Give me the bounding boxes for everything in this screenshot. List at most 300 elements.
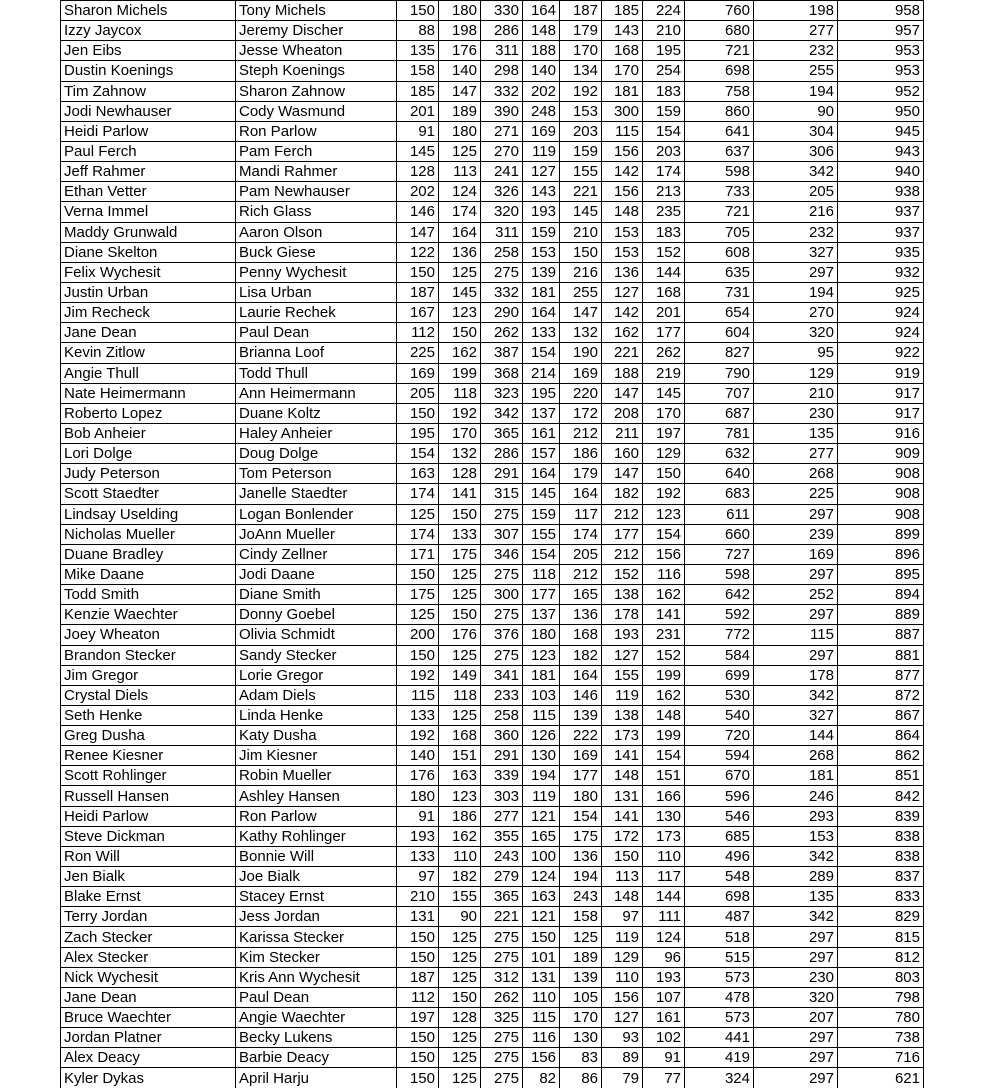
score-cell: 698 <box>685 61 754 81</box>
player-name-cell: Ethan Vetter <box>61 182 236 202</box>
score-cell: 140 <box>397 746 439 766</box>
table-row <box>61 685 924 705</box>
partner-name-cell: Angie Waechter <box>236 1008 397 1028</box>
score-cell: 300 <box>481 585 523 605</box>
score-cell: 159 <box>523 222 560 242</box>
player-name-cell: Lindsay Uselding <box>61 504 236 524</box>
score-cell: 212 <box>602 504 643 524</box>
score-cell: 160 <box>602 444 643 464</box>
score-cell: 164 <box>523 303 560 323</box>
score-cell: 163 <box>439 766 481 786</box>
table-row <box>61 343 924 363</box>
score-cell: 660 <box>685 524 754 544</box>
score-cell: 135 <box>754 887 838 907</box>
table-row <box>61 665 924 685</box>
table-row <box>61 867 924 887</box>
score-cell: 188 <box>523 41 560 61</box>
score-cell: 147 <box>560 303 602 323</box>
score-cell: 952 <box>838 81 924 101</box>
partner-name-cell: Jim Kiesner <box>236 746 397 766</box>
score-cell: 77 <box>643 1068 685 1088</box>
score-cell: 286 <box>481 21 523 41</box>
partner-name-cell: Jodi Daane <box>236 564 397 584</box>
score-cell: 311 <box>481 222 523 242</box>
score-cell: 925 <box>838 282 924 302</box>
player-name-cell: Greg Dusha <box>61 726 236 746</box>
score-cell: 119 <box>523 141 560 161</box>
partner-name-cell: Kim Stecker <box>236 947 397 967</box>
score-cell: 125 <box>439 927 481 947</box>
score-cell: 125 <box>397 504 439 524</box>
score-cell: 137 <box>523 403 560 423</box>
partner-name-cell: Adam Diels <box>236 685 397 705</box>
score-cell: 275 <box>481 927 523 947</box>
partner-name-cell: Diane Smith <box>236 585 397 605</box>
player-name-cell: Ron Will <box>61 846 236 866</box>
score-cell: 232 <box>754 41 838 61</box>
score-cell: 122 <box>397 242 439 262</box>
score-cell: 233 <box>481 685 523 705</box>
score-cell: 705 <box>685 222 754 242</box>
score-cell: 143 <box>602 21 643 41</box>
score-cell: 478 <box>685 987 754 1007</box>
score-cell: 320 <box>754 323 838 343</box>
score-cell: 132 <box>560 323 602 343</box>
score-cell: 169 <box>754 544 838 564</box>
score-cell: 262 <box>481 323 523 343</box>
score-cell: 140 <box>439 61 481 81</box>
score-cell: 195 <box>397 423 439 443</box>
score-cell: 121 <box>523 907 560 927</box>
score-cell: 225 <box>397 343 439 363</box>
score-cell: 327 <box>754 705 838 725</box>
score-cell: 115 <box>523 705 560 725</box>
table-row <box>61 1008 924 1028</box>
score-cell: 148 <box>602 202 643 222</box>
score-cell: 268 <box>754 746 838 766</box>
score-cell: 125 <box>439 585 481 605</box>
score-cell: 171 <box>397 544 439 564</box>
player-name-cell: Crystal Diels <box>61 685 236 705</box>
score-cell: 147 <box>602 383 643 403</box>
table-row <box>61 726 924 746</box>
score-cell: 621 <box>838 1068 924 1088</box>
score-cell: 150 <box>643 464 685 484</box>
partner-name-cell: Lorie Gregor <box>236 665 397 685</box>
score-cell: 125 <box>439 947 481 967</box>
score-cell: 342 <box>754 846 838 866</box>
player-name-cell: Joey Wheaton <box>61 625 236 645</box>
score-cell: 953 <box>838 61 924 81</box>
score-cell: 721 <box>685 202 754 222</box>
score-cell: 149 <box>439 665 481 685</box>
score-cell: 958 <box>838 1 924 21</box>
player-name-cell: Felix Wychesit <box>61 262 236 282</box>
table-row <box>61 363 924 383</box>
table-row <box>61 564 924 584</box>
score-cell: 275 <box>481 1028 523 1048</box>
table-row <box>61 544 924 564</box>
score-cell: 118 <box>523 564 560 584</box>
score-cell: 148 <box>523 21 560 41</box>
score-cell: 153 <box>602 242 643 262</box>
score-cell: 169 <box>560 746 602 766</box>
score-cell: 141 <box>602 746 643 766</box>
score-cell: 598 <box>685 564 754 584</box>
score-cell: 96 <box>643 947 685 967</box>
partner-name-cell: Bonnie Will <box>236 846 397 866</box>
score-cell: 699 <box>685 665 754 685</box>
score-cell: 594 <box>685 746 754 766</box>
score-cell: 271 <box>481 121 523 141</box>
score-cell: 324 <box>685 1068 754 1088</box>
score-cell: 916 <box>838 423 924 443</box>
score-cell: 248 <box>523 101 560 121</box>
partner-name-cell: Tony Michels <box>236 1 397 21</box>
partner-name-cell: Janelle Staedter <box>236 484 397 504</box>
table-row <box>61 242 924 262</box>
score-cell: 881 <box>838 645 924 665</box>
score-cell: 286 <box>481 444 523 464</box>
score-cell: 222 <box>560 726 602 746</box>
player-name-cell: Nate Heimermann <box>61 383 236 403</box>
table-row <box>61 927 924 947</box>
score-cell: 86 <box>560 1068 602 1088</box>
player-name-cell: Verna Immel <box>61 202 236 222</box>
score-cell: 163 <box>523 887 560 907</box>
score-cell: 654 <box>685 303 754 323</box>
score-cell: 176 <box>397 766 439 786</box>
score-cell: 908 <box>838 464 924 484</box>
score-cell: 195 <box>643 41 685 61</box>
score-cell: 210 <box>754 383 838 403</box>
score-cell: 943 <box>838 141 924 161</box>
score-cell: 105 <box>560 987 602 1007</box>
score-cell: 131 <box>397 907 439 927</box>
partner-name-cell: Katy Dusha <box>236 726 397 746</box>
table-row <box>61 947 924 967</box>
score-cell: 707 <box>685 383 754 403</box>
score-cell: 144 <box>643 262 685 282</box>
score-cell: 297 <box>754 1048 838 1068</box>
score-cell: 146 <box>397 202 439 222</box>
table-row <box>61 202 924 222</box>
score-cell: 611 <box>685 504 754 524</box>
player-name-cell: Kevin Zitlow <box>61 343 236 363</box>
score-cell: 670 <box>685 766 754 786</box>
score-cell: 194 <box>754 81 838 101</box>
partner-name-cell: Sharon Zahnow <box>236 81 397 101</box>
score-cell: 150 <box>397 262 439 282</box>
partner-name-cell: Duane Koltz <box>236 403 397 423</box>
score-cell: 419 <box>685 1048 754 1068</box>
score-cell: 169 <box>397 363 439 383</box>
score-cell: 183 <box>643 222 685 242</box>
score-cell: 130 <box>560 1028 602 1048</box>
score-cell: 924 <box>838 323 924 343</box>
partner-name-cell: Robin Mueller <box>236 766 397 786</box>
score-cell: 95 <box>754 343 838 363</box>
score-cell: 152 <box>643 242 685 262</box>
score-cell: 150 <box>560 242 602 262</box>
score-cell: 178 <box>602 605 643 625</box>
score-cell: 889 <box>838 605 924 625</box>
score-cell: 932 <box>838 262 924 282</box>
score-cell: 230 <box>754 403 838 423</box>
score-cell: 232 <box>754 222 838 242</box>
score-cell: 136 <box>439 242 481 262</box>
player-name-cell: Sharon Michels <box>61 1 236 21</box>
table-row <box>61 262 924 282</box>
score-cell: 193 <box>523 202 560 222</box>
table-row <box>61 786 924 806</box>
score-cell: 727 <box>685 544 754 564</box>
player-name-cell: Zach Stecker <box>61 927 236 947</box>
score-cell: 124 <box>523 867 560 887</box>
score-cell: 187 <box>397 967 439 987</box>
score-cell: 721 <box>685 41 754 61</box>
score-cell: 125 <box>439 1048 481 1068</box>
score-cell: 758 <box>685 81 754 101</box>
score-cell: 148 <box>602 887 643 907</box>
score-cell: 243 <box>481 846 523 866</box>
score-cell: 127 <box>602 282 643 302</box>
player-name-cell: Jen Eibs <box>61 41 236 61</box>
score-cell: 127 <box>523 162 560 182</box>
score-cell: 154 <box>397 444 439 464</box>
score-cell: 839 <box>838 806 924 826</box>
score-cell: 176 <box>439 41 481 61</box>
score-cell: 110 <box>439 846 481 866</box>
partner-name-cell: Cindy Zellner <box>236 544 397 564</box>
player-name-cell: Kyler Dykas <box>61 1068 236 1088</box>
score-cell: 390 <box>481 101 523 121</box>
partner-name-cell: Jess Jordan <box>236 907 397 927</box>
score-cell: 128 <box>439 1008 481 1028</box>
score-cell: 275 <box>481 1068 523 1088</box>
score-cell: 190 <box>560 343 602 363</box>
score-cell: 937 <box>838 222 924 242</box>
score-cell: 155 <box>602 665 643 685</box>
score-cell: 119 <box>523 786 560 806</box>
score-cell: 152 <box>602 564 643 584</box>
score-cell: 156 <box>643 544 685 564</box>
score-cell: 141 <box>602 806 643 826</box>
table-row <box>61 585 924 605</box>
score-cell: 147 <box>397 222 439 242</box>
player-name-cell: Renee Kiesner <box>61 746 236 766</box>
score-cell: 164 <box>439 222 481 242</box>
score-cell: 192 <box>397 665 439 685</box>
score-cell: 125 <box>439 564 481 584</box>
score-cell: 168 <box>602 41 643 61</box>
table-row <box>61 423 924 443</box>
score-cell: 189 <box>439 101 481 121</box>
score-cell: 210 <box>643 21 685 41</box>
score-cell: 203 <box>643 141 685 161</box>
player-name-cell: Steve Dickman <box>61 826 236 846</box>
score-cell: 170 <box>560 41 602 61</box>
score-cell: 275 <box>481 605 523 625</box>
score-cell: 332 <box>481 282 523 302</box>
score-cell: 219 <box>643 363 685 383</box>
score-cell: 268 <box>754 464 838 484</box>
player-name-cell: Paul Ferch <box>61 141 236 161</box>
score-cell: 203 <box>560 121 602 141</box>
score-cell: 270 <box>481 141 523 161</box>
score-cell: 342 <box>754 162 838 182</box>
score-cell: 205 <box>754 182 838 202</box>
score-cell: 90 <box>439 907 481 927</box>
score-cell: 212 <box>560 564 602 584</box>
score-cell: 220 <box>560 383 602 403</box>
score-cell: 127 <box>602 645 643 665</box>
score-cell: 325 <box>481 1008 523 1028</box>
score-cell: 938 <box>838 182 924 202</box>
score-cell: 150 <box>523 927 560 947</box>
partner-name-cell: Buck Giese <box>236 242 397 262</box>
score-cell: 181 <box>754 766 838 786</box>
score-cell: 124 <box>643 927 685 947</box>
score-cell: 128 <box>439 464 481 484</box>
score-cell: 175 <box>397 585 439 605</box>
table-body <box>61 1 924 1088</box>
score-cell: 194 <box>754 282 838 302</box>
score-table <box>60 0 924 1088</box>
score-cell: 116 <box>523 1028 560 1048</box>
score-cell: 297 <box>754 564 838 584</box>
player-name-cell: Diane Skelton <box>61 242 236 262</box>
table-row <box>61 182 924 202</box>
score-cell: 138 <box>602 705 643 725</box>
score-cell: 896 <box>838 544 924 564</box>
score-cell: 117 <box>643 867 685 887</box>
score-cell: 837 <box>838 867 924 887</box>
score-cell: 173 <box>643 826 685 846</box>
score-cell: 210 <box>560 222 602 242</box>
score-cell: 685 <box>685 826 754 846</box>
score-cell: 216 <box>560 262 602 282</box>
score-cell: 165 <box>560 585 602 605</box>
partner-name-cell: JoAnn Mueller <box>236 524 397 544</box>
partner-name-cell: Penny Wychesit <box>236 262 397 282</box>
score-cell: 540 <box>685 705 754 725</box>
score-cell: 231 <box>643 625 685 645</box>
score-cell: 642 <box>685 585 754 605</box>
score-cell: 180 <box>397 786 439 806</box>
player-name-cell: Jen Bialk <box>61 867 236 887</box>
score-cell: 139 <box>523 262 560 282</box>
partner-name-cell: Ann Heimermann <box>236 383 397 403</box>
score-cell: 320 <box>481 202 523 222</box>
score-cell: 205 <box>560 544 602 564</box>
score-cell: 838 <box>838 846 924 866</box>
score-cell: 838 <box>838 826 924 846</box>
partner-name-cell: Becky Lukens <box>236 1028 397 1048</box>
player-name-cell: Jim Recheck <box>61 303 236 323</box>
player-name-cell: Roberto Lopez <box>61 403 236 423</box>
score-cell: 151 <box>439 746 481 766</box>
score-cell: 150 <box>439 987 481 1007</box>
table-row <box>61 806 924 826</box>
table-row <box>61 1028 924 1048</box>
score-cell: 297 <box>754 927 838 947</box>
score-cell: 163 <box>397 464 439 484</box>
score-cell: 168 <box>439 726 481 746</box>
score-cell: 275 <box>481 262 523 282</box>
score-cell: 716 <box>838 1048 924 1068</box>
partner-name-cell: Kathy Rohlinger <box>236 826 397 846</box>
player-name-cell: Jordan Platner <box>61 1028 236 1048</box>
score-cell: 908 <box>838 504 924 524</box>
score-cell: 255 <box>560 282 602 302</box>
score-cell: 147 <box>439 81 481 101</box>
score-cell: 221 <box>481 907 523 927</box>
score-cell: 125 <box>439 262 481 282</box>
partner-name-cell: Pam Ferch <box>236 141 397 161</box>
partner-name-cell: Brianna Loof <box>236 343 397 363</box>
table-row <box>61 1048 924 1068</box>
table-row <box>61 967 924 987</box>
score-cell: 128 <box>397 162 439 182</box>
table-row <box>61 121 924 141</box>
score-cell: 164 <box>523 1 560 21</box>
score-cell: 180 <box>560 786 602 806</box>
player-name-cell: Bruce Waechter <box>61 1008 236 1028</box>
score-cell: 83 <box>560 1048 602 1068</box>
score-cell: 297 <box>754 504 838 524</box>
score-cell: 150 <box>439 605 481 625</box>
score-cell: 174 <box>560 524 602 544</box>
score-cell: 262 <box>643 343 685 363</box>
table-row <box>61 41 924 61</box>
score-cell: 150 <box>397 927 439 947</box>
score-cell: 150 <box>602 846 643 866</box>
score-cell: 917 <box>838 383 924 403</box>
score-cell: 224 <box>643 1 685 21</box>
score-cell: 546 <box>685 806 754 826</box>
score-cell: 291 <box>481 464 523 484</box>
score-cell: 798 <box>838 987 924 1007</box>
score-cell: 487 <box>685 907 754 927</box>
score-cell: 195 <box>523 383 560 403</box>
partner-name-cell: Kris Ann Wychesit <box>236 967 397 987</box>
table-row <box>61 746 924 766</box>
score-cell: 872 <box>838 685 924 705</box>
player-name-cell: Kenzie Waechter <box>61 605 236 625</box>
player-name-cell: Tim Zahnow <box>61 81 236 101</box>
partner-name-cell: Ron Parlow <box>236 806 397 826</box>
score-cell: 181 <box>523 282 560 302</box>
score-cell: 112 <box>397 987 439 1007</box>
score-cell: 935 <box>838 242 924 262</box>
score-cell: 635 <box>685 262 754 282</box>
score-cell: 864 <box>838 726 924 746</box>
player-name-cell: Izzy Jaycox <box>61 21 236 41</box>
score-cell: 297 <box>754 1068 838 1088</box>
score-cell: 733 <box>685 182 754 202</box>
score-cell: 592 <box>685 605 754 625</box>
score-cell: 270 <box>754 303 838 323</box>
player-name-cell: Duane Bradley <box>61 544 236 564</box>
score-cell: 186 <box>560 444 602 464</box>
score-cell: 683 <box>685 484 754 504</box>
score-cell: 573 <box>685 967 754 987</box>
score-cell: 172 <box>560 403 602 423</box>
score-cell: 125 <box>397 605 439 625</box>
score-cell: 142 <box>602 162 643 182</box>
score-cell: 164 <box>560 665 602 685</box>
